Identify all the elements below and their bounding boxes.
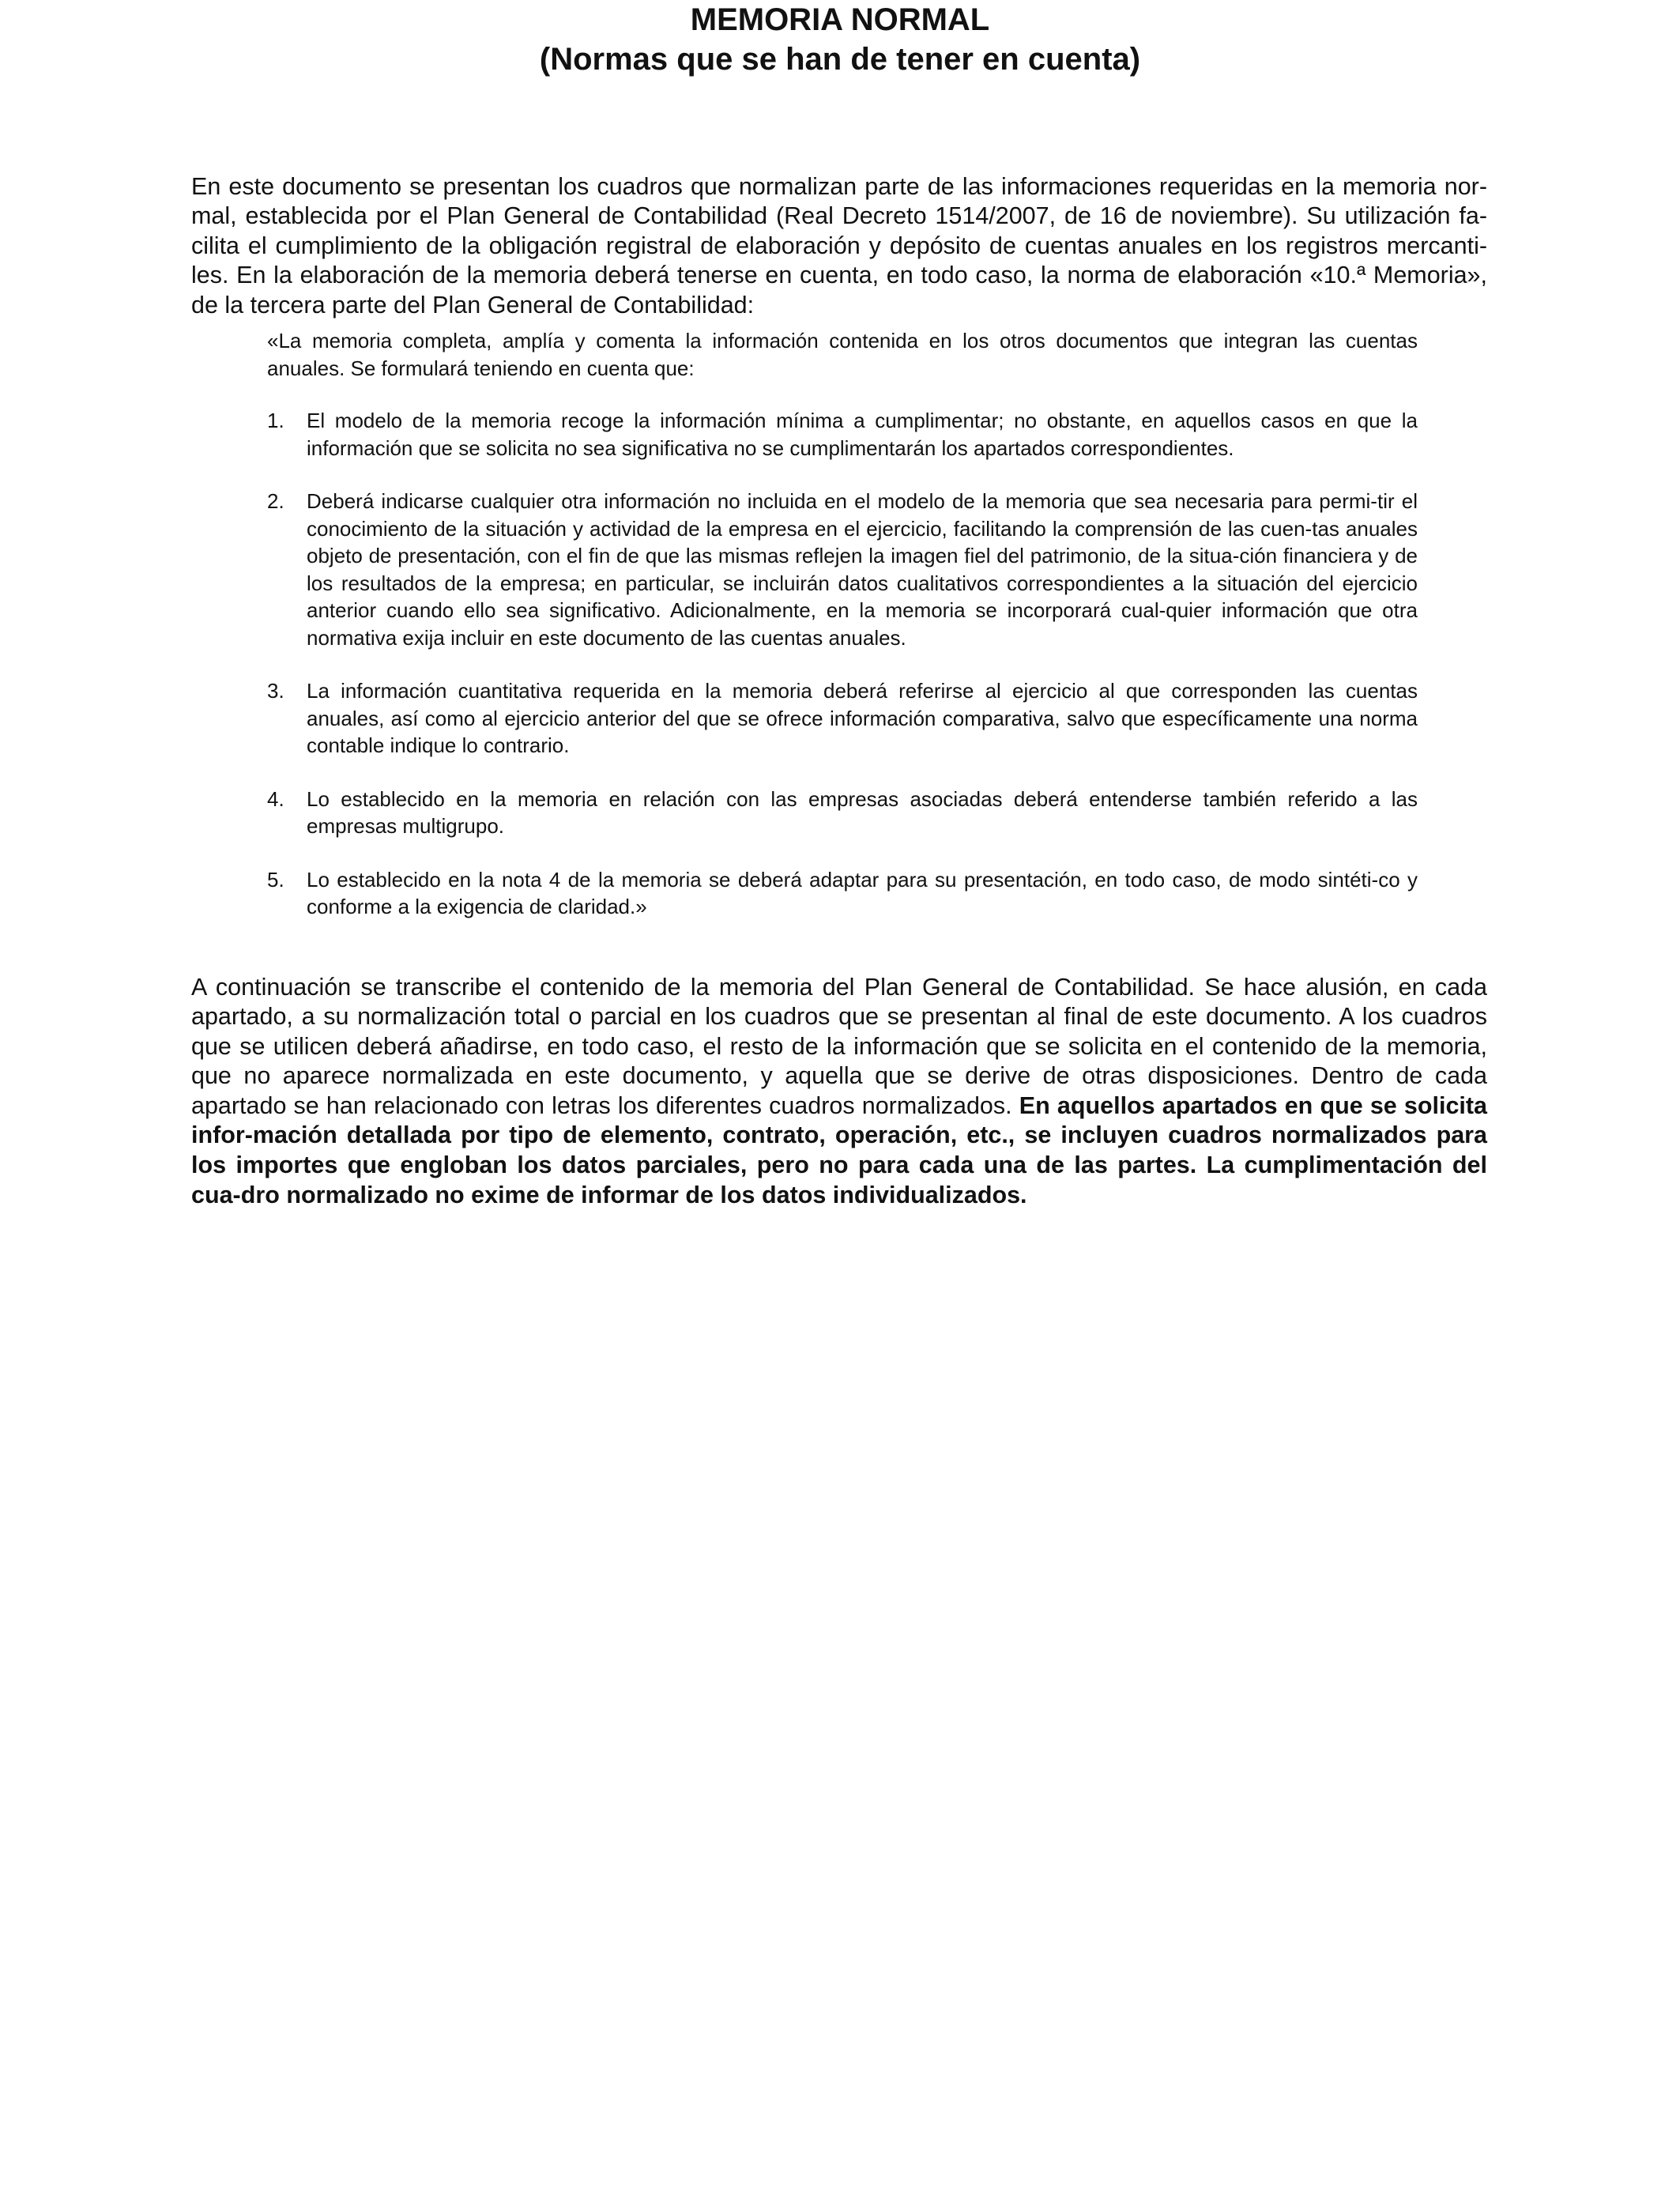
quoted-norm-block — [267, 327, 1418, 947]
closing-bold-text: En aquellos apartados en que se solicita infor-mación detallada por tipo de elemento, contrato, operación, etc., se incluyen cuadros normalizados para los importes que engloban los datos parciales, pero no para cada una de las partes. La cumplimentación del cua-dro normalizado no exime de informar de los datos individualizados. — [191, 1091, 1487, 1208]
list-item-number: 4. — [267, 786, 284, 811]
list-item-number: 3. — [267, 679, 284, 703]
list-item-text: Lo establecido en la memoria en relación con las empresas asociadas deberá entenderse también referido a las empresas multigrupo. — [307, 786, 1418, 838]
list-item-text: El modelo de la memoria recoge la información mínima a cumplimentar; no obstante, en aquellos casos en que la información que se solicita no sea significativa no se cumplimentarán los apartados correspondientes. — [307, 409, 1418, 460]
list-item-text: Deberá indicarse cualquier otra información no incluida en el modelo de la memoria que sea necesaria para permi-tir el conocimiento de la situación y actividad de la empresa en el ejercicio, facilitando la comprensión de las cuen-tas anuales objeto de presentación, con el fin de que las mismas reflejen la imagen fiel del patrimonio, de la situa-ción financiera y de los resultados de la empresa; en particular, se incluirán datos cualitativos correspondientes a la situación del ejercicio anterior cuando ello sea significativo. Adicionalmente, en la memoria se incorporará cual-quier información que otra normativa exija incluir en este documento de las cuentas anuales. — [307, 489, 1418, 650]
intro-paragraph: En este documento se presentan los cuadros que normalizan parte de las informaciones requeridas en la memoria nor-mal, establecida por el Plan General de Contabilidad (Real Decreto 1514/2007, de 16 de noviembre). Su utilización fa-cilita el cumplimiento de la obligación registral de elaboración y depósito de cuentas anuales en los registros mercanti-les. En la elaboración de la memoria deberá tenerse en cuenta, en todo caso, la norma de elaboración «10.ª Memoria», de la tercera parte del Plan General de Contabilidad: — [191, 172, 1487, 319]
list-item-number: 1. — [267, 409, 284, 432]
page-subtitle: (Normas que se han de tener en cuenta) — [539, 42, 1141, 77]
closing-regular-text: A continuación se transcribe el contenido de la memoria del Plan General de Contabilidad. Se hace alusión, en cada apartado, a su normalización total o parcial en los cuadros que se presentan al final de este documento. A los cuadros que se utilicen deberá añadirse, en todo caso, el resto de la información que se solicita en el contenido de la memoria, que no aparece normalizada en este documento, y aquella que se derive de otras disposiciones. Dentro de cada apartado se han relacionado con letras los diferentes cuadros normalizados. — [191, 973, 1487, 1119]
title-block — [0, 0, 1680, 79]
list-item — [267, 866, 1418, 921]
list-item-number: 2. — [267, 489, 284, 513]
list-item-text: Lo establecido en la nota 4 de la memoria se deberá adaptar para su presentación, en todo caso, de modo sintéti-co y conforme a la exigencia de claridad.» — [307, 867, 1418, 918]
norm-list — [267, 407, 1418, 921]
quote-intro-paragraph: «La memoria completa, amplía y comenta la información contenida en los otros documentos que integran las cuentas anuales. Se formulará teniendo en cuenta que: — [267, 329, 1418, 380]
list-item — [267, 786, 1418, 840]
list-item — [267, 488, 1418, 651]
list-item — [267, 677, 1418, 760]
list-item — [267, 407, 1418, 462]
closing-paragraph — [191, 973, 1487, 1211]
page-title: MEMORIA NORMAL — [690, 2, 990, 37]
list-item-number: 5. — [267, 867, 284, 892]
list-item-text: La información cuantitativa requerida en la memoria deberá referirse al ejercicio al que corresponden las cuentas anuales, así como al ejercicio anterior del que se ofrece información comparativa, salvo que específicamente una norma contable indique lo contrario. — [307, 679, 1418, 757]
